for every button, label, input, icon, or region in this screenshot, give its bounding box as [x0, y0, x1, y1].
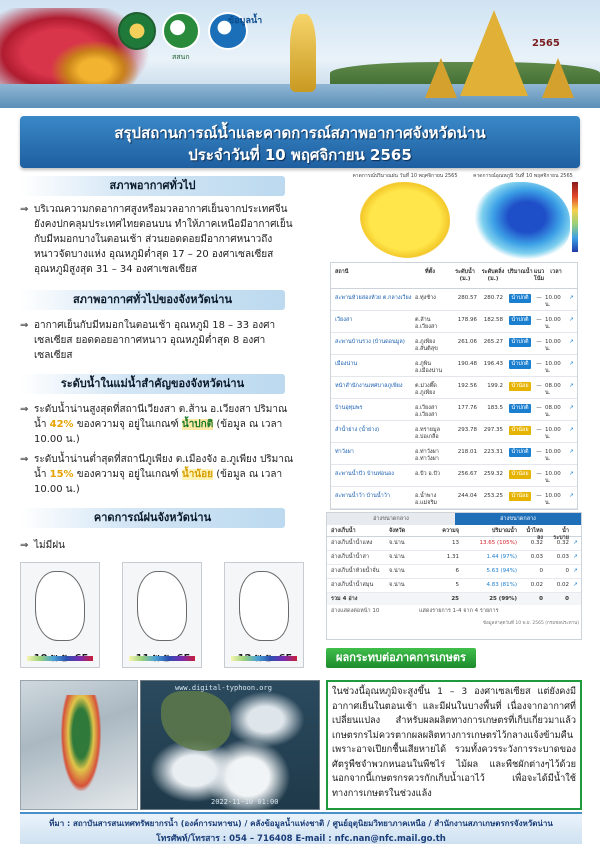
- small-pagoda-right: [542, 58, 574, 98]
- table-row: [331, 355, 577, 377]
- bank-level: 280.72: [483, 295, 503, 301]
- header-banner: [0, 0, 600, 108]
- chart-icon[interactable]: ↗: [569, 361, 574, 367]
- update-time: 10.00 น.: [545, 493, 561, 506]
- tab-medium-reservoir[interactable]: อ่างขนาดกลาง: [327, 513, 455, 525]
- water-level: 178.96: [457, 317, 477, 323]
- bank-level: 199.2: [487, 383, 503, 389]
- station-name-link[interactable]: ท่าวังผา: [335, 449, 354, 455]
- station-name-link[interactable]: สะพานห้วยสองห้วย ต.กลางเวียง: [335, 295, 412, 301]
- river-level-heading: ระดับน้ำในแม่น้ำสำคัญของจังหวัดน่าน: [20, 374, 285, 394]
- station-location: อ.ทรายมูล อ.บ่อเกลือ: [415, 427, 440, 440]
- nan-rain-area: [360, 182, 450, 258]
- status-badge: น้ำน้อย: [509, 492, 531, 501]
- reservoir-province: จ.น่าน: [389, 568, 405, 574]
- trend-indicator: —: [536, 427, 542, 433]
- status-badge: น้ำปกติ: [509, 316, 531, 325]
- rain-forecast-heading: คาดการณ์ฝนจังหวัดน่าน: [20, 508, 285, 528]
- title-date: ประจำวันที่ 10 พฤศจิกายน 2565: [188, 146, 412, 164]
- water-level: 218.01: [457, 449, 477, 455]
- status-badge: น้ำน้อย: [509, 382, 531, 391]
- small-pagoda-left: [425, 58, 457, 98]
- reservoir-source-row: [327, 617, 581, 629]
- satellite-image: [140, 680, 320, 810]
- water-level: 293.78: [457, 427, 477, 433]
- rain-map-day1: [20, 562, 100, 668]
- temperature-scale-bar: [572, 182, 578, 252]
- low-status: น้ำน้อย: [181, 469, 214, 480]
- reservoir-province: จ.น่าน: [389, 582, 405, 588]
- chart-icon[interactable]: ↗: [569, 493, 574, 499]
- table-row: [331, 311, 577, 333]
- bank-level: 265.27: [483, 339, 503, 345]
- rain-legend-bar: [129, 656, 195, 661]
- rain-legend-bar: [27, 656, 93, 661]
- bank-level: 223.31: [483, 449, 503, 455]
- status-badge: น้ำปกติ: [509, 360, 531, 369]
- status-badge: น้ำปกติ: [509, 404, 531, 413]
- river-level-high: ⇒ ระดับน้ำน่านสูงสุดที่สถานีเวียงสา ต.ส้าน อ.เวียงสา ปริมาณน้ำ 42% ของความจุ อยู่ในเกณฑ์ น้ำปกติ (ข้อมูล ณ เวลา 10.00 น.): [20, 404, 288, 445]
- nan-province-outline: [137, 571, 187, 641]
- chart-icon[interactable]: ↗: [569, 471, 574, 477]
- thailand-shape: [61, 695, 101, 791]
- reservoir-capacity: 13: [452, 540, 459, 546]
- reservoir-province: จ.น่าน: [389, 554, 405, 560]
- province-weather-text: ⇒ อากาศเย็นกับมีหมอกในตอนเช้า อุณหภูมิ 18 – 33 องศาเซลเซียส ยอดดอยอากาศหนาว อุณหภูมิต่ำสุด 8 องศาเซลเซียส: [20, 320, 276, 361]
- chart-icon[interactable]: ↗: [569, 295, 574, 301]
- high-status: น้ำปกติ: [181, 419, 214, 430]
- chart-icon[interactable]: ↗: [573, 582, 578, 588]
- reservoir-volume: 1.44 (97%): [486, 554, 517, 560]
- station-location: ต.ส้าน อ.เวียงสา: [415, 317, 438, 330]
- trend-indicator: —: [536, 361, 542, 367]
- station-name-link[interactable]: หน้าสำนักงานเทศบาลภูเพียง: [335, 383, 403, 389]
- river-level-low: ⇒ ระดับน้ำน่านต่ำสุดที่สถานีภูเพียง ต.เมืองจัง อ.ภูเพียง ปริมาณน้ำ 15% ของความจุ อยู่ในเกณฑ์ น้ำน้อย (ข้อมูล ณ เวลา 10.00 น.): [20, 454, 294, 495]
- update-time: 10.00 น.: [545, 295, 561, 308]
- table-row: [327, 565, 581, 579]
- reservoir-source: ข้อมูลล่าสุดวันที่ 10 พ.ย. 2565 (กรมชลประทาน): [482, 621, 579, 626]
- reservoir-name: อ่างเก็บน้ำน้ำแหง: [331, 540, 373, 546]
- chart-icon[interactable]: ↗: [569, 317, 574, 323]
- arrow-icon: ⇒: [20, 454, 29, 465]
- reservoir-inflow: 0.03: [530, 554, 543, 560]
- water-level: 177.76: [457, 405, 477, 411]
- trend-indicator: —: [536, 317, 542, 323]
- agri-impact-heading: ผลกระทบต่อภาคการเกษตร: [326, 648, 476, 668]
- rain-legend-bar: [231, 656, 297, 661]
- table-row: [327, 537, 581, 551]
- page-footer: [20, 812, 582, 844]
- water-level: 244.04: [457, 493, 477, 499]
- page-title: [20, 116, 580, 168]
- chart-icon[interactable]: ↗: [569, 383, 574, 389]
- reservoir-province: จ.น่าน: [389, 540, 405, 546]
- water-station-table: [330, 262, 578, 510]
- reservoir-name: อ่างเก็บน้ำห้วยน้ำจั่น: [331, 568, 380, 574]
- station-name-link[interactable]: บ้านอุทุมพร: [335, 405, 363, 411]
- arrow-icon: ⇒: [20, 540, 29, 551]
- reservoir-inflow: 0.32: [530, 540, 543, 546]
- station-location: อ.ปัว อ.ปัว: [415, 471, 441, 477]
- reservoir-outflow: 0.32: [556, 540, 569, 546]
- station-location: อ.ท่าวังผา อ.ท่าวังผา: [415, 449, 439, 462]
- golden-pagoda: [460, 10, 528, 96]
- pagination-info: แสดงรายการ 1-4 จาก 4 รายการ: [419, 608, 499, 614]
- arrow-icon: ⇒: [20, 204, 29, 215]
- reservoir-outflow: 0.02: [556, 582, 569, 588]
- farmers-council-logo: [118, 12, 156, 50]
- arrow-icon: ⇒: [20, 320, 29, 331]
- low-percent: 15%: [49, 469, 74, 480]
- nan-province-outline: [239, 571, 289, 641]
- station-location: ต.ม่วงตึ๊ด อ.ภูเพียง: [415, 383, 437, 396]
- station-name-link[interactable]: สะพานน้ำปัว บ้านท่อนอง: [335, 471, 394, 477]
- table-row: [331, 443, 577, 465]
- province-weather-heading: สภาพอากาศทั่วไปของจังหวัดน่าน: [20, 290, 285, 310]
- update-time: 08.00 น.: [545, 383, 561, 396]
- general-weather-heading: สภาพอากาศทั่วไป: [20, 176, 285, 196]
- station-name-link[interactable]: สะพานน้ำว้า บ้านน้ำว้า: [335, 493, 390, 499]
- reservoir-volume: 5.63 (94%): [486, 568, 517, 574]
- reservoir-pagination: [327, 605, 581, 617]
- station-name-link[interactable]: เมืองน่าน: [335, 361, 358, 367]
- rain-map-day3: [224, 562, 304, 668]
- reservoir-capacity: 1.31: [446, 554, 459, 560]
- update-time: 08.00 น.: [545, 405, 561, 418]
- reservoir-outflow: 0: [565, 568, 569, 574]
- bank-level: 183.5: [487, 405, 503, 411]
- status-badge: น้ำปกติ: [509, 448, 531, 457]
- status-badge: น้ำปกติ: [509, 338, 531, 347]
- trend-indicator: —: [536, 471, 542, 477]
- update-time: 10.00 น.: [545, 361, 561, 374]
- reservoir-volume: 13.65 (105%): [479, 540, 517, 546]
- table-row: [327, 579, 581, 593]
- bank-level: 196.43: [483, 361, 503, 367]
- year-badge: 2565: [532, 38, 560, 49]
- update-time: 10.00 น.: [545, 427, 561, 440]
- rain-map-day2: [122, 562, 202, 668]
- update-time: 10.00 น.: [545, 339, 561, 352]
- table-row: [331, 333, 577, 355]
- station-location: อ.เวียงสา อ.เวียงสา: [415, 405, 438, 418]
- trend-indicator: —: [536, 383, 542, 389]
- status-badge: น้ำปกติ: [509, 294, 531, 303]
- table-row: [331, 377, 577, 399]
- trend-indicator: —: [536, 449, 542, 455]
- update-time: 10.00 น.: [545, 317, 561, 330]
- water-level: 190.48: [457, 361, 477, 367]
- chart-icon[interactable]: ↗: [569, 339, 574, 345]
- nan-temperature-area: [474, 182, 570, 260]
- table-row: [331, 465, 577, 487]
- rain-forecast-text: ⇒ ไม่มีฝน: [20, 540, 65, 551]
- reservoir-tabs: [327, 513, 581, 525]
- station-location: อ.ภูพิน อ.เมืองน่าน: [415, 361, 443, 374]
- high-percent: 42%: [49, 419, 74, 430]
- chart-icon[interactable]: ↗: [573, 554, 578, 560]
- table-row: [331, 399, 577, 421]
- station-name-link[interactable]: เวียงสา: [335, 317, 353, 323]
- bank-level: 259.32: [483, 471, 503, 477]
- chart-icon[interactable]: ↗: [573, 540, 578, 546]
- footer-source: ที่มา : สถาบันสารสนเทศทรัพยากรน้ำ (องค์การมหาชน) / คลังข้อมูลน้ำแห่งชาติ / ศูนย์อุตุนิยมวิทยาภาคเหนือ / สำนักงานสภาเกษตรกรจังหวัดน่าน: [49, 819, 553, 828]
- station-name-link[interactable]: สะพานบ้านรวง (บ้านดอนมูล): [335, 339, 405, 345]
- indochina-landmass: [161, 691, 231, 751]
- bank-level: 253.25: [483, 493, 503, 499]
- reservoir-table: [326, 512, 582, 640]
- update-time: 10.00 น.: [545, 471, 561, 484]
- reservoir-capacity: 5: [455, 582, 459, 588]
- temperature-forecast-map: [468, 172, 578, 262]
- golden-buddha-statue: [290, 14, 316, 92]
- chart-icon[interactable]: ↗: [569, 449, 574, 455]
- table-row: [331, 289, 577, 311]
- nan-province-outline: [35, 571, 85, 641]
- water-level: 261.06: [457, 339, 477, 345]
- chart-icon[interactable]: ↗: [569, 405, 574, 411]
- rain-forecast-map: [350, 172, 460, 262]
- agri-impact-text: ในช่วงนี้อุณหภูมิจะสูงขึ้น 1 – 3 องศาเซลเซียส แต่ยังคงมีอากาศเย็นในตอนเช้า และมีฝนในบางพื้นที่ เนื่องจากอากาศที่เปลี่ยนแปลง สำหรับผลผลิตทางการเกษตรที่เก็บเกี่ยวมาแล้ว เกษตรกรไม่ควรตากผลผลิตทางการเกษตรไว้กลางแจ้งข้ามคืน เพราะอาจเปียกชื้นเสียหายได้ รวมทั้งควรระวังการระบาดของศัตรูพืชจำพวกหนอนในพืชไร่ ไม้ผล และพืชผักต่างๆไว้ด้วย นอกจากนี้เกษตรกรควรกักเก็บน้ำเอาไว้ เพื่อจะได้มีน้ำใช้ทางการเกษตรในช่วงแล้ง: [332, 686, 576, 799]
- title-main: สรุปสถานการณ์น้ำและคาดการณ์สภาพอากาศจังหวัดน่าน: [114, 124, 486, 142]
- table-header: อ่างเก็บน้ำ จังหวัด ความจุ ปริมาณน้ำ น้ำไหลลง น้ำระบาย: [327, 525, 581, 537]
- status-badge: น้ำน้อย: [509, 470, 531, 479]
- rows-per-page-select[interactable]: อ่างแสดงต่อหน้า 10: [331, 608, 380, 614]
- station-location: อ.ภูเพียง อ.สันติสุข: [415, 339, 438, 352]
- reservoir-volume: 4.83 (81%): [486, 582, 517, 588]
- trend-indicator: —: [536, 405, 542, 411]
- bank-level: 297.35: [483, 427, 503, 433]
- chart-icon[interactable]: ↗: [569, 427, 574, 433]
- reservoir-inflow: 0.02: [530, 582, 543, 588]
- reservoir-outflow: 0.03: [556, 554, 569, 560]
- station-location: อ.น้ำพาง อ.แม่จริม: [415, 493, 438, 506]
- water-level: 280.57: [457, 295, 477, 301]
- chart-icon[interactable]: ↗: [573, 568, 578, 574]
- station-name-link[interactable]: ลำน้ำย่าง (น้ำย่าง): [335, 427, 380, 433]
- agri-impact-box: [326, 680, 582, 810]
- reservoir-capacity: 6: [455, 568, 459, 574]
- reservoir-inflow: 0: [539, 568, 543, 574]
- satellite-source-stamp: www.digital-typhoon.org: [175, 684, 272, 692]
- reservoir-name: อ่างเก็บน้ำน้ำสมุน: [331, 582, 374, 588]
- tab-medium-reservoir-active[interactable]: อ่างขนาดกลาง: [455, 513, 581, 525]
- water-level: 192.56: [457, 383, 477, 389]
- station-location: อ.ทุ่งช้าง: [415, 295, 436, 301]
- map-caption: คาดการณ์ปริมาณฝน วันที่ 10 พฤศจิกายน 2565: [352, 173, 458, 179]
- hii-logo-caption: สสนก: [172, 53, 190, 61]
- trend-indicator: —: [536, 493, 542, 499]
- thailand-weather-map: [20, 680, 138, 810]
- bank-level: 182.58: [483, 317, 503, 323]
- trend-indicator: —: [536, 339, 542, 345]
- thaiwater-logo-text: ข้อมูลน้ำ: [228, 16, 263, 26]
- hii-logo: [162, 12, 200, 50]
- satellite-time-stamp: 2022-11-10 01:00: [211, 798, 279, 806]
- arrow-icon: ⇒: [20, 404, 29, 415]
- map-caption: คาดการณ์อุณหภูมิ วันที่ 10 พฤศจิกายน 2565: [473, 173, 573, 179]
- general-weather-text: ⇒ บริเวณความกดอากาศสูงหรือมวลอากาศเย็นจากประเทศจีนยังคงปกคลุมประเทศไทยตอนบน ทำให้ภาคเหนือมีอากาศเย็นกับมีหมอกบางในตอนเช้า ส่วนยอดดอยมีอากาศหนาวถึงหนาวจัดบางแห่ง อุณหภูมิต่ำสุด 17 – 20 องศาเซลเซียส อุณหภูมิสูงสุด 31 – 34 องศาเซลเซียส: [20, 204, 293, 275]
- status-badge: น้ำน้อย: [509, 426, 531, 435]
- trend-indicator: —: [536, 295, 542, 301]
- table-row: [327, 551, 581, 565]
- water-level: 256.67: [457, 471, 477, 477]
- update-time: 10.00 น.: [545, 449, 561, 462]
- reservoir-name: อ่างเก็บน้ำน้ำสา: [331, 554, 369, 560]
- table-row: [331, 487, 577, 509]
- footer-contact: โทรศัพท์/โทรสาร : 054 – 716408 E-mail : nfc.nan@nfc.mail.go.th: [156, 834, 446, 844]
- reservoir-total-row: รวม 4 อ่าง 25 25 (99%) 0 0: [327, 593, 581, 605]
- table-header: สถานี ที่ตั้ง ระดับน้ำ (ม.) ระดับตลิ่ง (ม.) ปริมาณน้ำ แนวโน้ม เวลา: [331, 263, 577, 289]
- table-row: [331, 421, 577, 443]
